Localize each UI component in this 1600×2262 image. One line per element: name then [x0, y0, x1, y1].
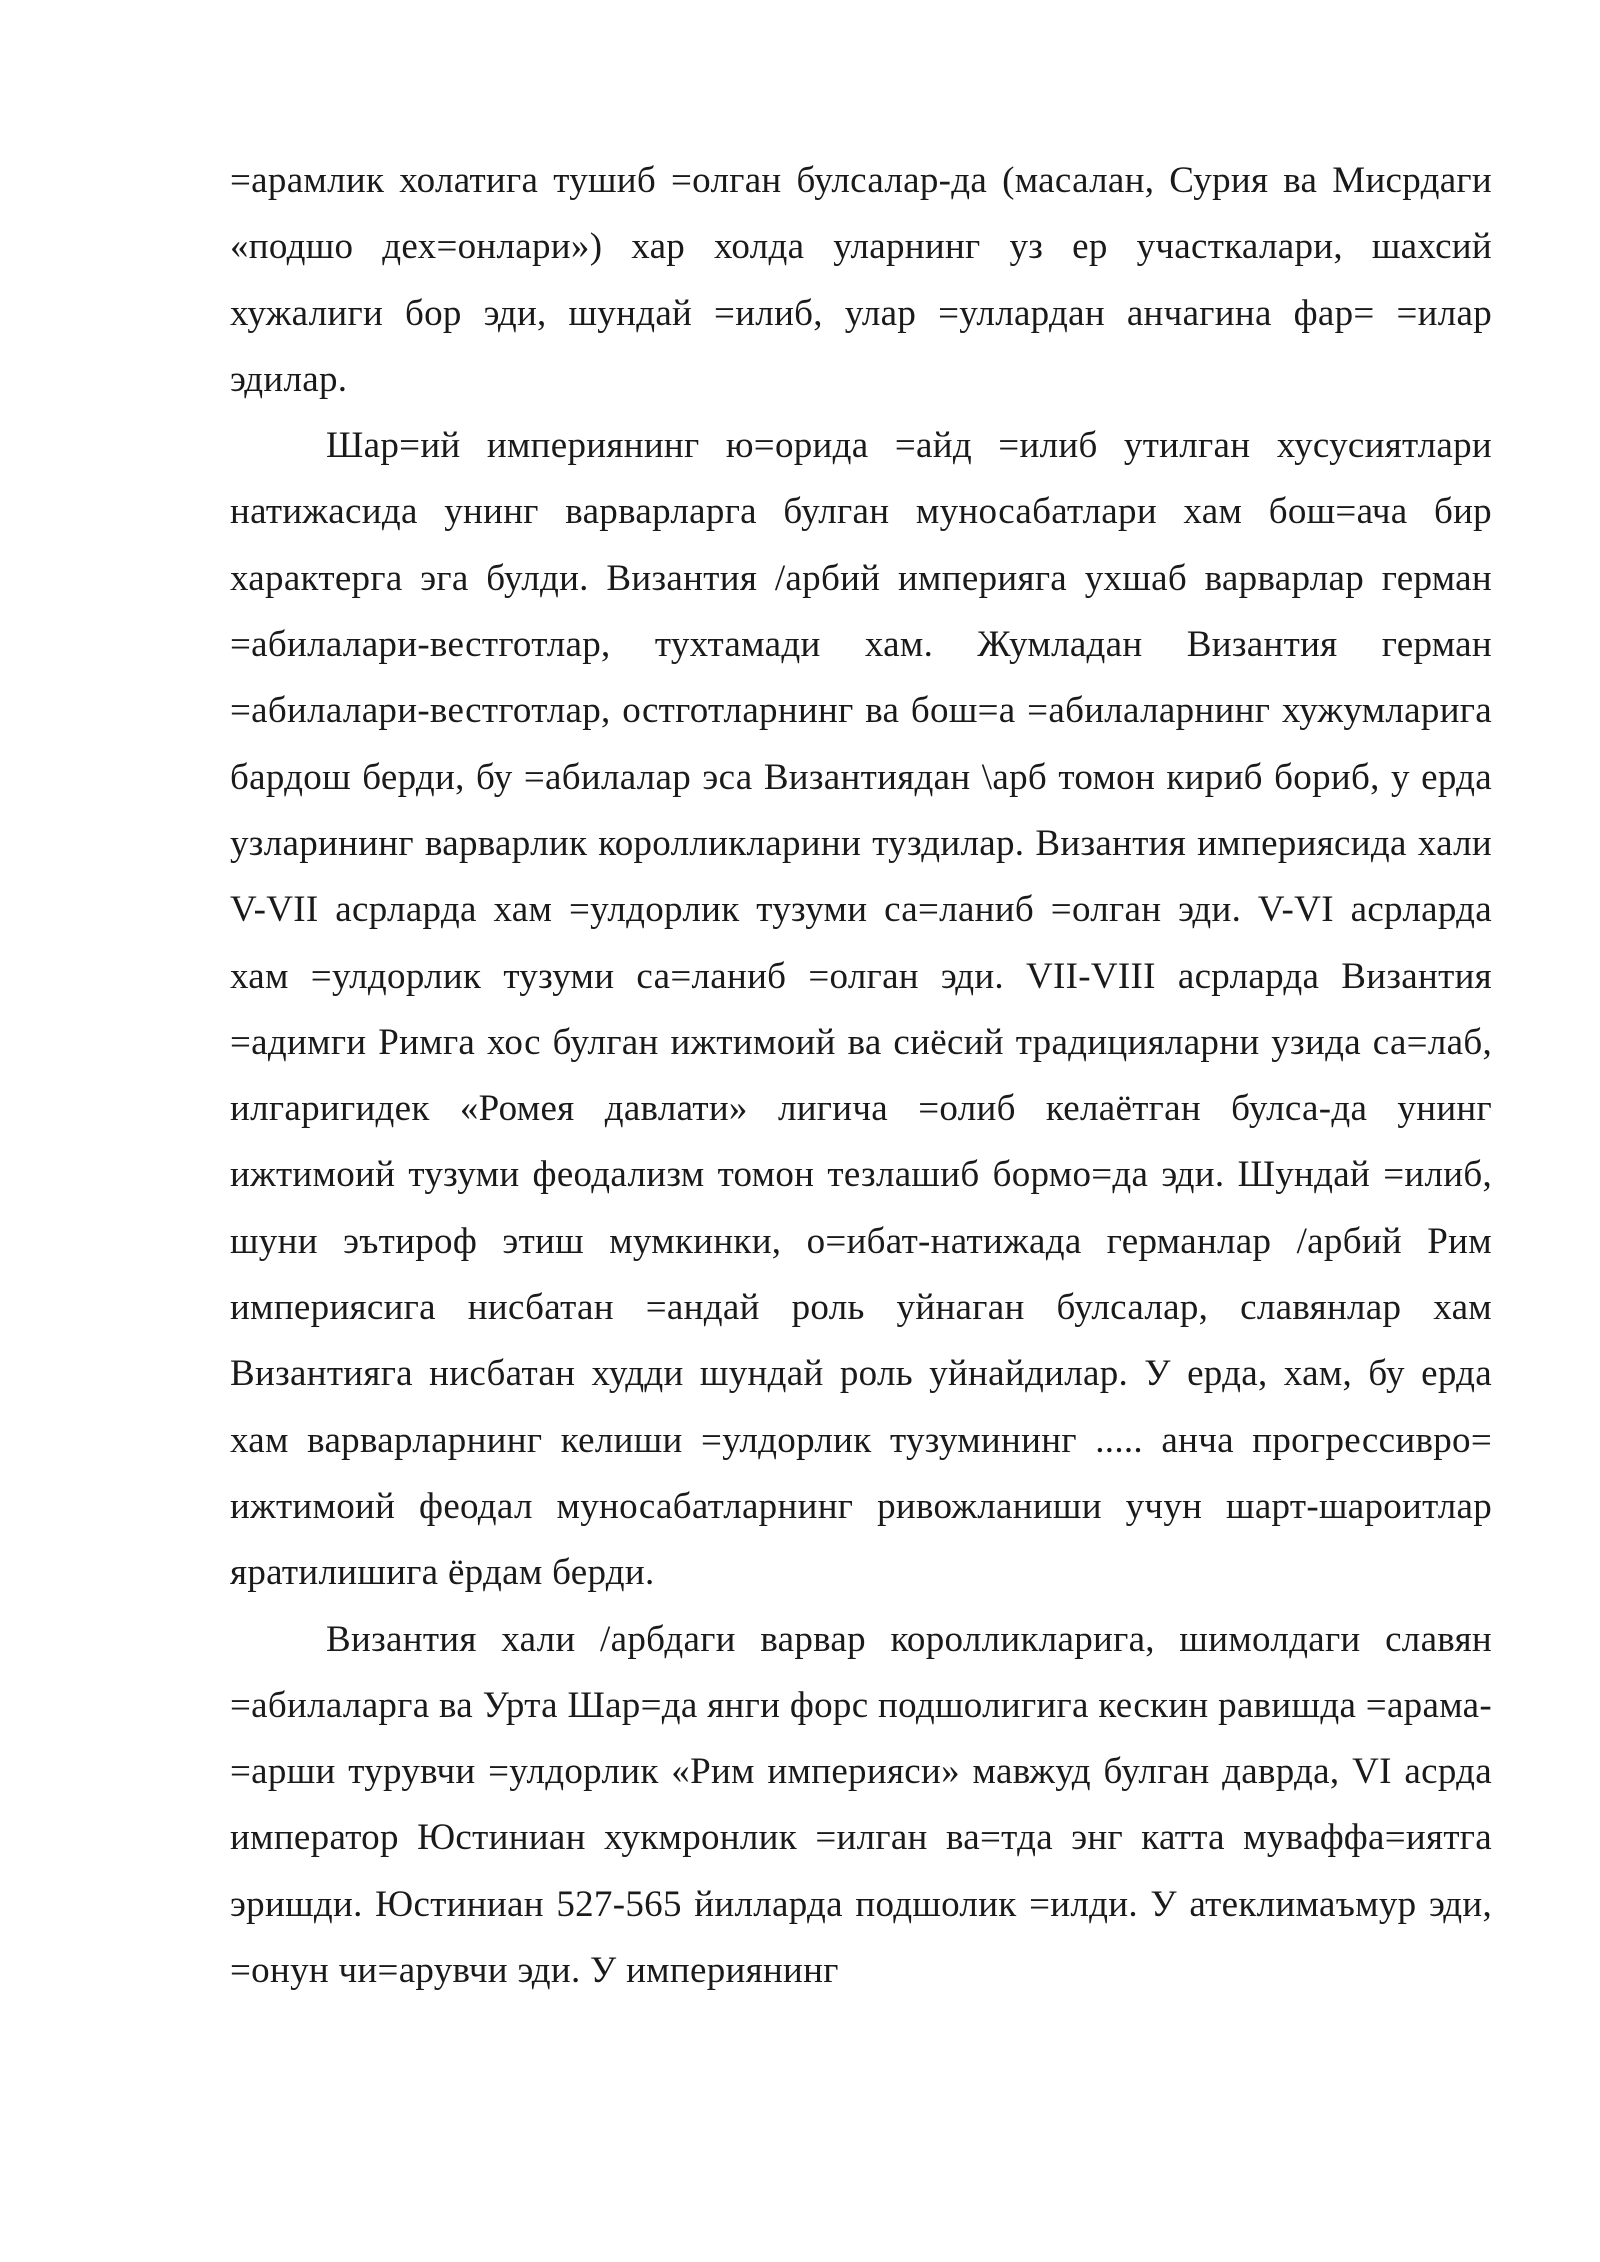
paragraph-3: Византия хали /арбдаги варвар королликларига, шимолдаги славян =абилаларга ва Урта Шар=да янги форс подшолигига кескин равишда =арама-=арши турувчи =улдорлик «Рим империяси» мавжуд булган даврда, VI асрда император Юстиниан хукмронлик =илган ва=тда энг катта муваффа=иятга эришди. Юстиниан 527-565 йилларда подшолик =илди. У атеклимаъмур эди, =онун чи=арувчи эди. У империянинг: [230, 1618, 1492, 1992]
document-page: [230, 148, 1492, 2004]
paragraph-1: =арамлик холатига тушиб =олган булсалар-да (масалан, Сурия ва Мисрдаги «подшо дех=онлари») хар холда уларнинг уз ер участкалари, шахсий хужалиги бор эди, шундай =илиб, улар =уллардан анчагина фар= =илар эдилар.: [230, 160, 1492, 400]
paragraph-2: Шар=ий империянинг ю=орида =айд =илиб утилган хусусиятлари натижасида унинг варварларга булган муносабатлари хам бош=ача бир характерга эга булди. Византия /арбий империяга ухшаб варварлар герман =абилалари-вестготлар, тухтамади хам. Жумладан Византия герман =абилалари-вестготлар, остготларнинг ва бош=а =абилаларнинг хужумларига бардош берди, бу =абилалар эса Византиядан \арб томон кириб бориб, у ерда узларининг варварлик королликларини туздилар. Византия империясида хали V-VII асрларда хам =улдорлик тузуми са=ланиб =олган эди. V-VI асрларда хам =улдорлик тузуми са=ланиб =олган эди. VII-VIII асрларда Византия =адимги Римга хос булган ижтимоий ва сиёсий традицияларни узида са=лаб, илгаригидек «Ромея давлати» лигича =олиб келаётган булса-да унинг ижтимоий тузуми феодализм томон тезлашиб бормо=да эди. Шундай =илиб, шуни эътироф этиш мумкинки, о=ибат-натижада германлар /арбий Рим империясига нисбатан =андай роль уйнаган булсалар, славянлар хам Византияга нисбатан худди шундай роль уйнайдилар. У ерда, хам, бу ерда хам варварларнинг келиши =улдорлик тузумининг ..... анча прогрессивро= ижтимоий феодал муносабатларнинг ривожланиши учун шарт-шароитлар яратилишига ёрдам берди.: [230, 425, 1492, 1594]
